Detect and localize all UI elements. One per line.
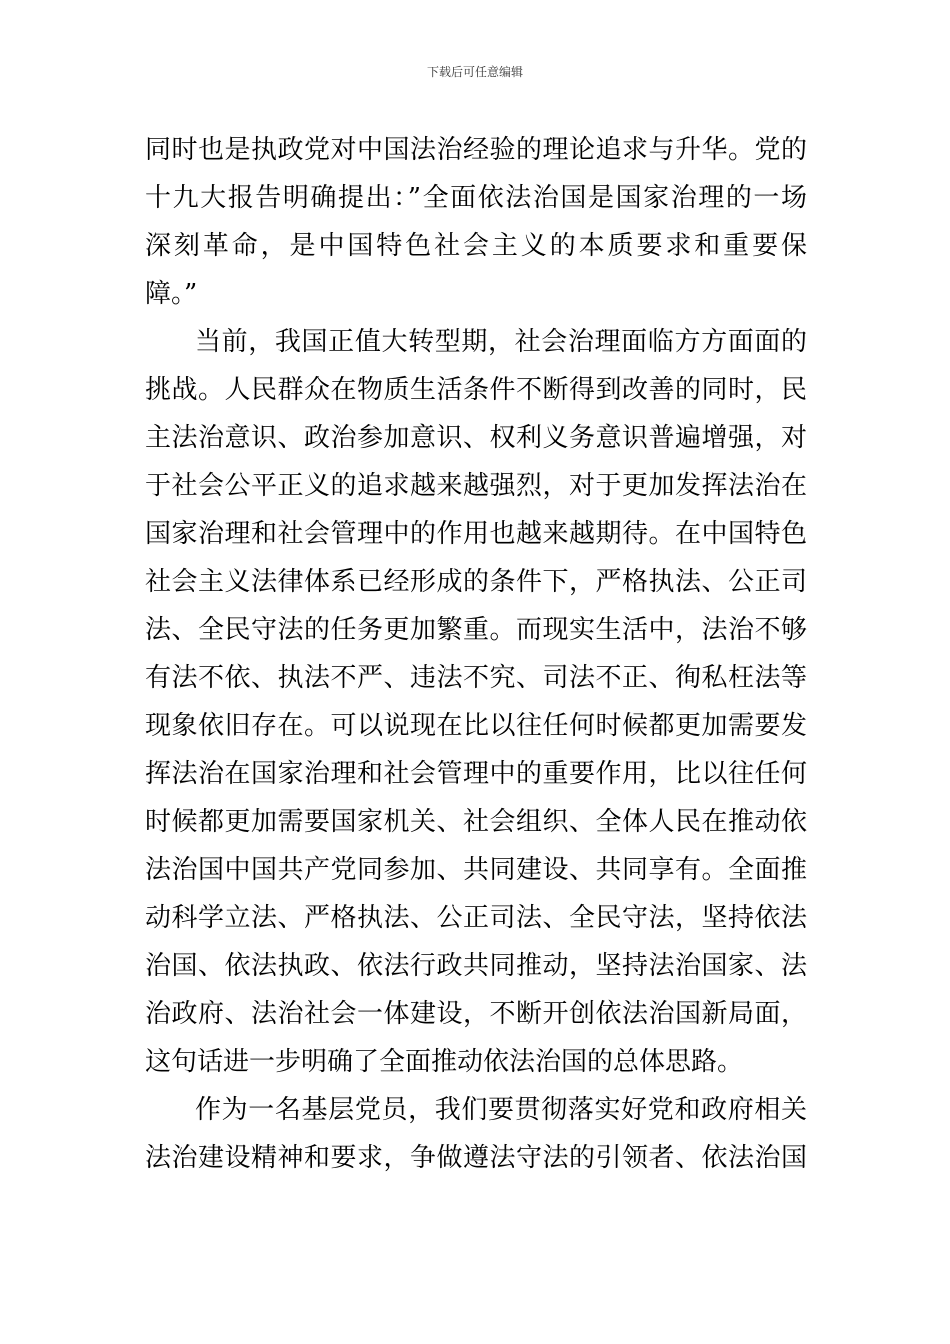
text-line: 深刻革命，是中国特色社会主义的本质要求和重要保: [145, 231, 807, 261]
text-line: 当前，我国正值大转型期，社会治理面临方方面面的: [195, 327, 807, 357]
page-header: 下载后可任意编辑: [426, 65, 523, 79]
text-line: 治国、依法执政、依法行政共同推动，坚持法治国家、法: [145, 951, 807, 981]
text-line: 同时也是执政党对中国法治经验的理论追求与升华。党的: [145, 135, 807, 165]
text-line: 治政府、法治社会一体建设，不断开创依法治国新局面，: [145, 999, 807, 1029]
paragraph-3: [145, 1086, 807, 1182]
text-line: 有法不依、执法不严、违法不究、司法不正、徇私枉法等: [145, 663, 807, 693]
document-body: [145, 126, 807, 1182]
text-line: 挥法治在国家治理和社会管理中的重要作用，比以往任何: [145, 759, 807, 789]
text-line: 法、全民守法的任务更加繁重。而现实生活中，法治不够: [145, 615, 807, 645]
text-line: 主法治意识、政治参加意识、权利义务意识普遍增强，对: [145, 423, 807, 453]
paragraph-2: [145, 318, 807, 1086]
text-line: 这句话进一步明确了全面推动依法治国的总体思路。: [145, 1047, 744, 1077]
text-line: 时候都更加需要国家机关、社会组织、全体人民在推动依: [145, 807, 807, 837]
text-line: 十九大报告明确提出：”全面依法治国是国家治理的一场: [145, 183, 807, 213]
text-line: 社会主义法律体系已经形成的条件下，严格执法、公正司: [145, 567, 807, 597]
text-line: 动科学立法、严格执法、公正司法、全民守法，坚持依法: [145, 903, 807, 933]
paragraph-1: [145, 126, 807, 318]
text-line: 法治建设精神和要求，争做遵法守法的引领者、依法治国: [145, 1143, 807, 1173]
text-line: 障。”: [145, 279, 198, 309]
text-line: 作为一名基层党员，我们要贯彻落实好党和政府相关: [195, 1095, 807, 1125]
text-line: 挑战。人民群众在物质生活条件不断得到改善的同时，民: [145, 375, 807, 405]
text-line: 于社会公平正义的追求越来越强烈，对于更加发挥法治在: [145, 471, 807, 501]
text-line: 法治国中国共产党同参加、共同建设、共同享有。全面推: [145, 855, 807, 885]
text-line: 现象依旧存在。可以说现在比以往任何时候都更加需要发: [145, 711, 807, 741]
text-line: 国家治理和社会管理中的作用也越来越期待。在中国特色: [145, 519, 807, 549]
